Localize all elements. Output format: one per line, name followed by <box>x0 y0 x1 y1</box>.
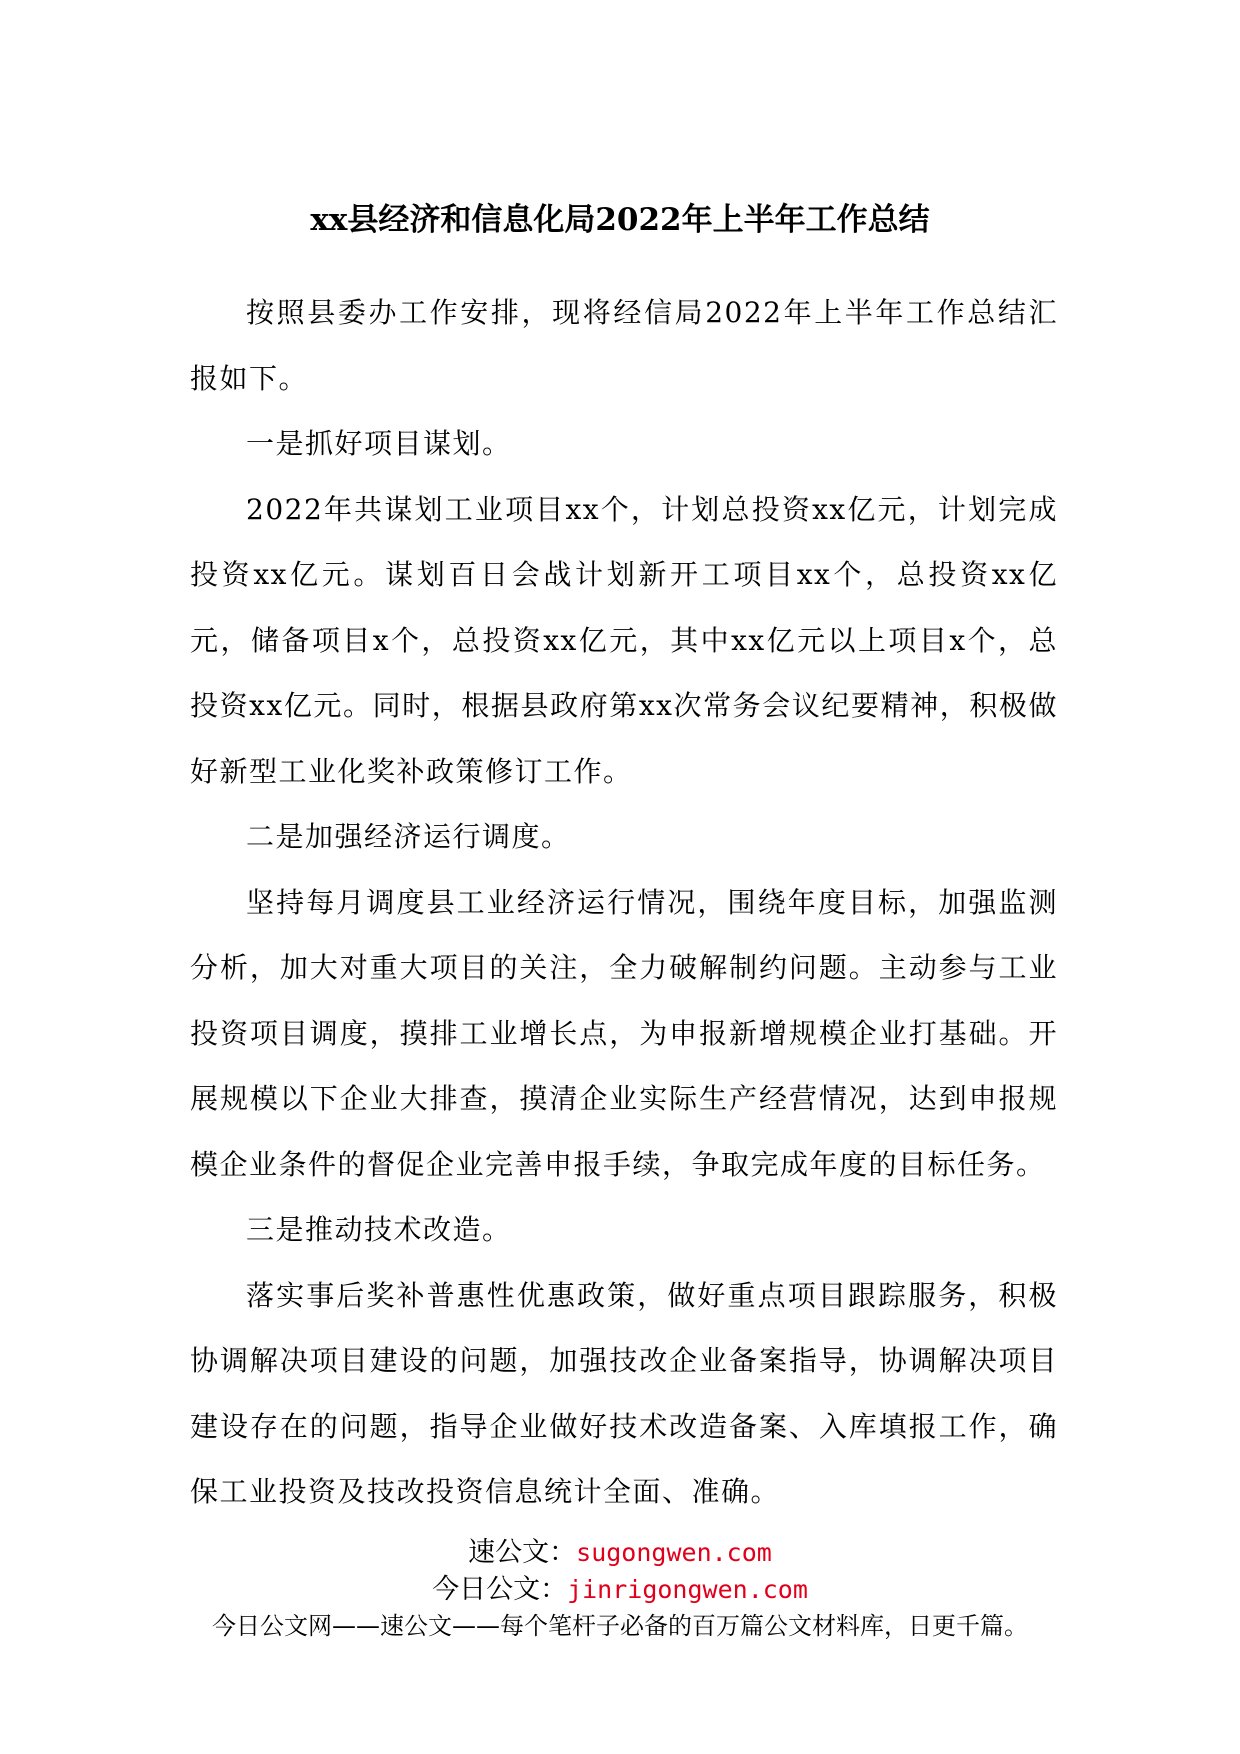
footer-link-sugongwen[interactable]: sugongwen.com <box>576 1538 772 1567</box>
paragraph-intro: 按照县委办工作安排，现将经信局2022年上半年工作总结汇报如下。 <box>190 296 1058 395</box>
paragraph-section-3: 落实事后奖补普惠性优惠政策，做好重点项目跟踪服务，积极协调解决项目建设的问题，加强技改企业备案指导，协调解决项目建设存在的问题，指导企业做好技术改造备案、入库填报工作，确保工业投资及技改投资信息统计全面、准确。 <box>190 1278 1058 1508</box>
document-body <box>190 280 1058 1525</box>
footer-line-sugongwen <box>0 1534 1240 1571</box>
watermark-footer <box>0 1534 1240 1644</box>
footer-link-jinrigongwen[interactable]: jinrigongwen.com <box>567 1575 808 1604</box>
section-heading-2: 二是加强经济运行调度。 <box>246 820 571 853</box>
footer-slogan: 今日公文网——速公文——每个笔杆子必备的百万篇公文材料库，日更千篇。 <box>212 1612 1028 1640</box>
footer-label-sugongwen: 速公文： <box>468 1537 577 1568</box>
section-heading-1: 一是抓好项目谋划。 <box>246 427 512 460</box>
footer-line-jinrigongwen <box>0 1571 1240 1608</box>
paragraph-section-2: 坚持每月调度县工业经济运行情况，围绕年度目标，加强监测分析，加大对重大项目的关注，全力破解制约问题。主动参与工业投资项目调度，摸排工业增长点，为申报新增规模企业打基础。开展规模以下企业大排查，摸清企业实际生产经营情况，达到申报规模企业条件的督促企业完善申报手续，争取完成年度的目标任务。 <box>190 885 1058 1181</box>
document-title: xx县经济和信息化局2022年上半年工作总结 <box>310 202 930 238</box>
paragraph-section-1: 2022年共谋划工业项目xx个，计划总投资xx亿元，计划完成投资xx亿元。谋划百日会战计划新开工项目xx个，总投资xx亿元，储备项目x个，总投资xx亿元，其中xx亿元以上项目x个，总投资xx亿元。同时，根据县政府第xx次常务会议纪要精神，积极做好新型工业化奖补政策修订工作。 <box>190 492 1058 788</box>
footer-label-jinrigongwen: 今日公文： <box>432 1574 568 1605</box>
section-heading-3: 三是推动技术改造。 <box>246 1213 512 1246</box>
